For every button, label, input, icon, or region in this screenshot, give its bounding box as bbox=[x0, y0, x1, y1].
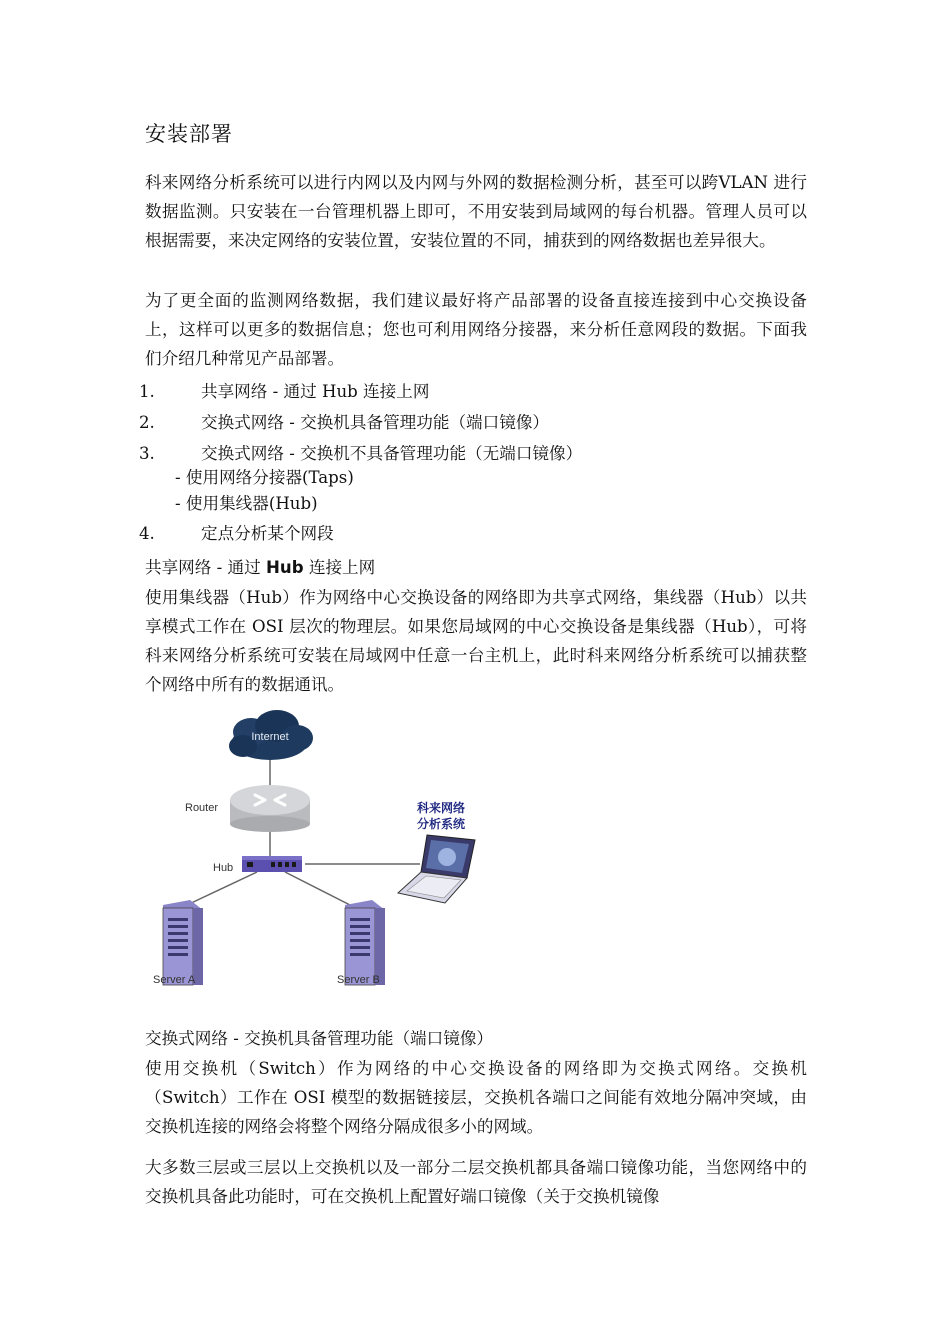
switch-network-paragraph: 使用交换机（Switch）作为网络的中心交换设备的网络即为交换式网络。交换机（Switch）工作在 OSI 模型的数据链接层，交换机各端口之间能有效地分隔冲突域，由交换机连接的网络会将整个网络分隔成很多小的网域。 bbox=[145, 1059, 807, 1136]
list-text: 交换式网络 - 交换机不具备管理功能（无端口镜像） bbox=[201, 444, 583, 463]
server-b-icon bbox=[345, 900, 385, 985]
sub-list-item: - 使用网络分接器(Taps) bbox=[175, 468, 354, 487]
hub-icon bbox=[242, 856, 302, 872]
list-item bbox=[139, 382, 429, 402]
link-hub-server-a bbox=[187, 872, 257, 905]
hub-network-diagram bbox=[145, 700, 505, 1000]
list-number: 4. bbox=[139, 524, 155, 543]
list-text: 定点分析某个网段 bbox=[201, 524, 334, 543]
shared-network-paragraph: 使用集线器（Hub）作为网络中心交换设备的网络即为共享式网络，集线器（Hub）以共享模式工作在 OSI 层次的物理层。如果您局域网的中心交换设备是集线器（Hub），可将科来网络分析系统可安装在局域网中任意一台主机上，此时科来网络分析系统可以捕获整个网络中所有的数据通讯。 bbox=[145, 588, 807, 694]
list-text: 交换式网络 - 交换机具备管理功能（端口镜像） bbox=[201, 413, 550, 432]
list-item bbox=[139, 444, 582, 464]
list-number: 2. bbox=[139, 413, 155, 432]
server-b-label: Server B bbox=[337, 974, 380, 986]
recommend-paragraph: 为了更全面的监测网络数据，我们建议最好将产品部署的设备直接连接到中心交换设备上，这样可以更多的数据信息；您也可利用网络分接器，来分析任意网段的数据。下面我们介绍几种常见产品部署。 bbox=[145, 291, 807, 368]
switch-network-heading: 交换式网络 - 交换机具备管理功能（端口镜像） bbox=[145, 1029, 494, 1048]
link-hub-server-b bbox=[285, 872, 350, 905]
router-label: Router bbox=[185, 802, 219, 814]
list-item bbox=[139, 524, 334, 544]
router-icon bbox=[230, 785, 310, 832]
shared-network-heading: 共享网络 - 通过 Hub 连接上网 bbox=[145, 558, 376, 577]
intro-paragraph: 科来网络分析系统可以进行内网以及内网与外网的数据检测分析，甚至可以跨VLAN 进行数据监测。只安装在一台管理机器上即可，不用安装到局域网的每台机器。管理人员可以根据需要，来决定网络的安装位置，安装位置的不同，捕获到的网络数据也差异很大。 bbox=[145, 173, 807, 250]
hub-label: Hub bbox=[213, 862, 234, 874]
server-a-icon bbox=[163, 900, 203, 985]
list-number: 3. bbox=[139, 444, 155, 463]
port-mirror-paragraph: 大多数三层或三层以上交换机以及一部分二层交换机都具备端口镜像功能，当您网络中的交换机具备此功能时，可在交换机上配置好端口镜像（关于交换机镜像 bbox=[145, 1158, 807, 1206]
server-a-label: Server A bbox=[153, 974, 196, 986]
list-number: 1. bbox=[139, 382, 155, 401]
section-title: 安装部署 bbox=[145, 122, 233, 146]
analyzer-label-line2: 分析系统 bbox=[417, 817, 466, 831]
internet-cloud-icon bbox=[229, 710, 313, 760]
list-text: 共享网络 - 通过 Hub 连接上网 bbox=[201, 382, 430, 401]
laptop-icon bbox=[398, 835, 475, 903]
sub-list-item: - 使用集线器(Hub) bbox=[175, 494, 318, 513]
internet-label: Internet bbox=[251, 731, 289, 743]
list-item bbox=[139, 413, 549, 433]
analyzer-label-line1: 科来网络 bbox=[417, 801, 466, 815]
